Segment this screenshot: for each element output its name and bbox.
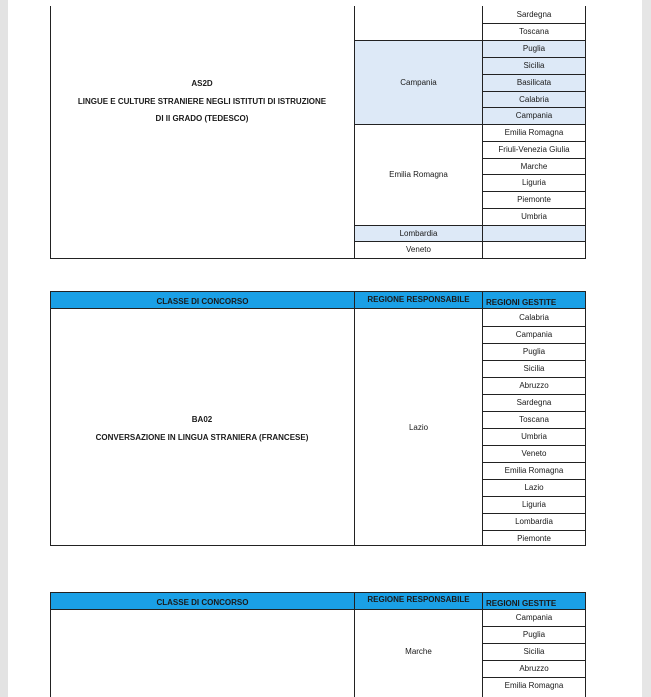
border [482, 6, 483, 259]
managed-cell: Veneto [521, 449, 547, 458]
managed-cell: Marche [520, 161, 548, 171]
border [50, 592, 586, 593]
managed-cell: Emilia Romagna [504, 466, 564, 475]
border [482, 23, 586, 24]
region-lazio: Lazio [408, 423, 429, 432]
managed-cell: Toscana [519, 415, 549, 424]
border [482, 74, 586, 75]
border [482, 360, 586, 361]
region-marche: Marche [405, 647, 432, 656]
border [354, 291, 355, 546]
border [482, 513, 586, 514]
managed-cell: Emilia Romagna [504, 681, 564, 690]
border [482, 496, 586, 497]
managed-cell: Puglia [522, 347, 546, 356]
class-code: BA02 [191, 415, 213, 424]
border [50, 545, 586, 546]
border [354, 225, 586, 226]
viewer-gutter-left [0, 0, 8, 697]
managed-cell: Puglia [522, 630, 546, 639]
managed-cell: Emilia Romagna [504, 128, 564, 137]
class-code: AS2D [191, 79, 213, 88]
border [354, 124, 586, 125]
region-emilia-romagna: Emilia Romagna [389, 170, 448, 179]
managed-cell: Umbria [521, 212, 547, 221]
header-regione: REGIONE RESPONSABILE [367, 595, 470, 604]
managed-cell: Sicilia [523, 364, 545, 373]
managed-cell: Abruzzo [519, 381, 549, 390]
class-title-line1: LINGUE E CULTURE STRANIERE NEGLI ISTITUTI DI ISTRUZIONE [77, 97, 327, 106]
managed-cell: Liguria [521, 500, 546, 509]
border [585, 6, 586, 259]
border [482, 377, 586, 378]
managed-cell: Campania [515, 613, 553, 622]
managed-cell: Calabria [519, 313, 549, 322]
border [482, 626, 586, 627]
managed-cell: Abruzzo [519, 664, 549, 673]
managed-cell: Puglia [522, 44, 546, 53]
border [482, 462, 586, 463]
border [50, 609, 586, 610]
managed-cell: Umbria [521, 432, 547, 441]
border [482, 191, 586, 192]
border [482, 677, 586, 678]
border [482, 208, 586, 209]
border [482, 91, 586, 92]
border [50, 6, 51, 259]
region-lombardia: Lombardia [399, 228, 438, 238]
class-title: CONVERSAZIONE IN LINGUA STRANIERA (FRANCESE) [95, 433, 309, 442]
managed-cell: Sardegna [516, 398, 552, 407]
header-gestite: REGIONI GESTITE [486, 598, 557, 608]
border [482, 326, 586, 327]
border [585, 592, 586, 697]
border [482, 158, 586, 159]
managed-cell: Friuli-Venezia Giulia [498, 145, 570, 154]
region-veneto: Veneto [406, 245, 431, 254]
managed-cell: Basilicata [516, 78, 552, 87]
border [482, 479, 586, 480]
class-title-line2: DI II GRADO (TEDESCO) [155, 114, 249, 123]
border [50, 258, 586, 259]
border [585, 291, 586, 546]
border [482, 643, 586, 644]
border [482, 592, 483, 697]
border [354, 40, 586, 41]
border [482, 141, 586, 142]
viewer-gutter-right [642, 0, 651, 697]
managed-cell: Liguria [521, 178, 546, 187]
border [482, 291, 483, 546]
border [50, 308, 586, 309]
border [482, 445, 586, 446]
border [482, 174, 586, 175]
managed-cell: Toscana [519, 27, 549, 36]
border [482, 411, 586, 412]
border [482, 394, 586, 395]
border [482, 660, 586, 661]
managed-cell: Piemonte [517, 195, 551, 204]
border [482, 428, 586, 429]
managed-cell: Campania [515, 111, 553, 120]
managed-cell: Lombardia [515, 517, 553, 526]
border [354, 592, 355, 697]
managed-cell: Sardegna [516, 10, 552, 19]
region-campania: Campania [400, 77, 437, 87]
border [50, 291, 586, 292]
border [354, 241, 586, 242]
border [482, 107, 586, 108]
header-regione: REGIONE RESPONSABILE [367, 295, 470, 304]
header-classe: CLASSE DI CONCORSO [156, 598, 249, 607]
border [50, 291, 51, 546]
managed-cell: Calabria [519, 94, 549, 104]
border [482, 530, 586, 531]
managed-cell: Campania [515, 330, 553, 339]
border [354, 6, 355, 259]
managed-cell: Sicilia [523, 61, 545, 70]
border [50, 592, 51, 697]
managed-cell: Lazio [524, 483, 544, 492]
managed-cell: Sicilia [523, 647, 545, 656]
header-gestite: REGIONI GESTITE [486, 297, 557, 307]
managed-cell: Piemonte [517, 534, 551, 543]
border [482, 57, 586, 58]
border [482, 343, 586, 344]
header-classe: CLASSE DI CONCORSO [156, 297, 249, 306]
